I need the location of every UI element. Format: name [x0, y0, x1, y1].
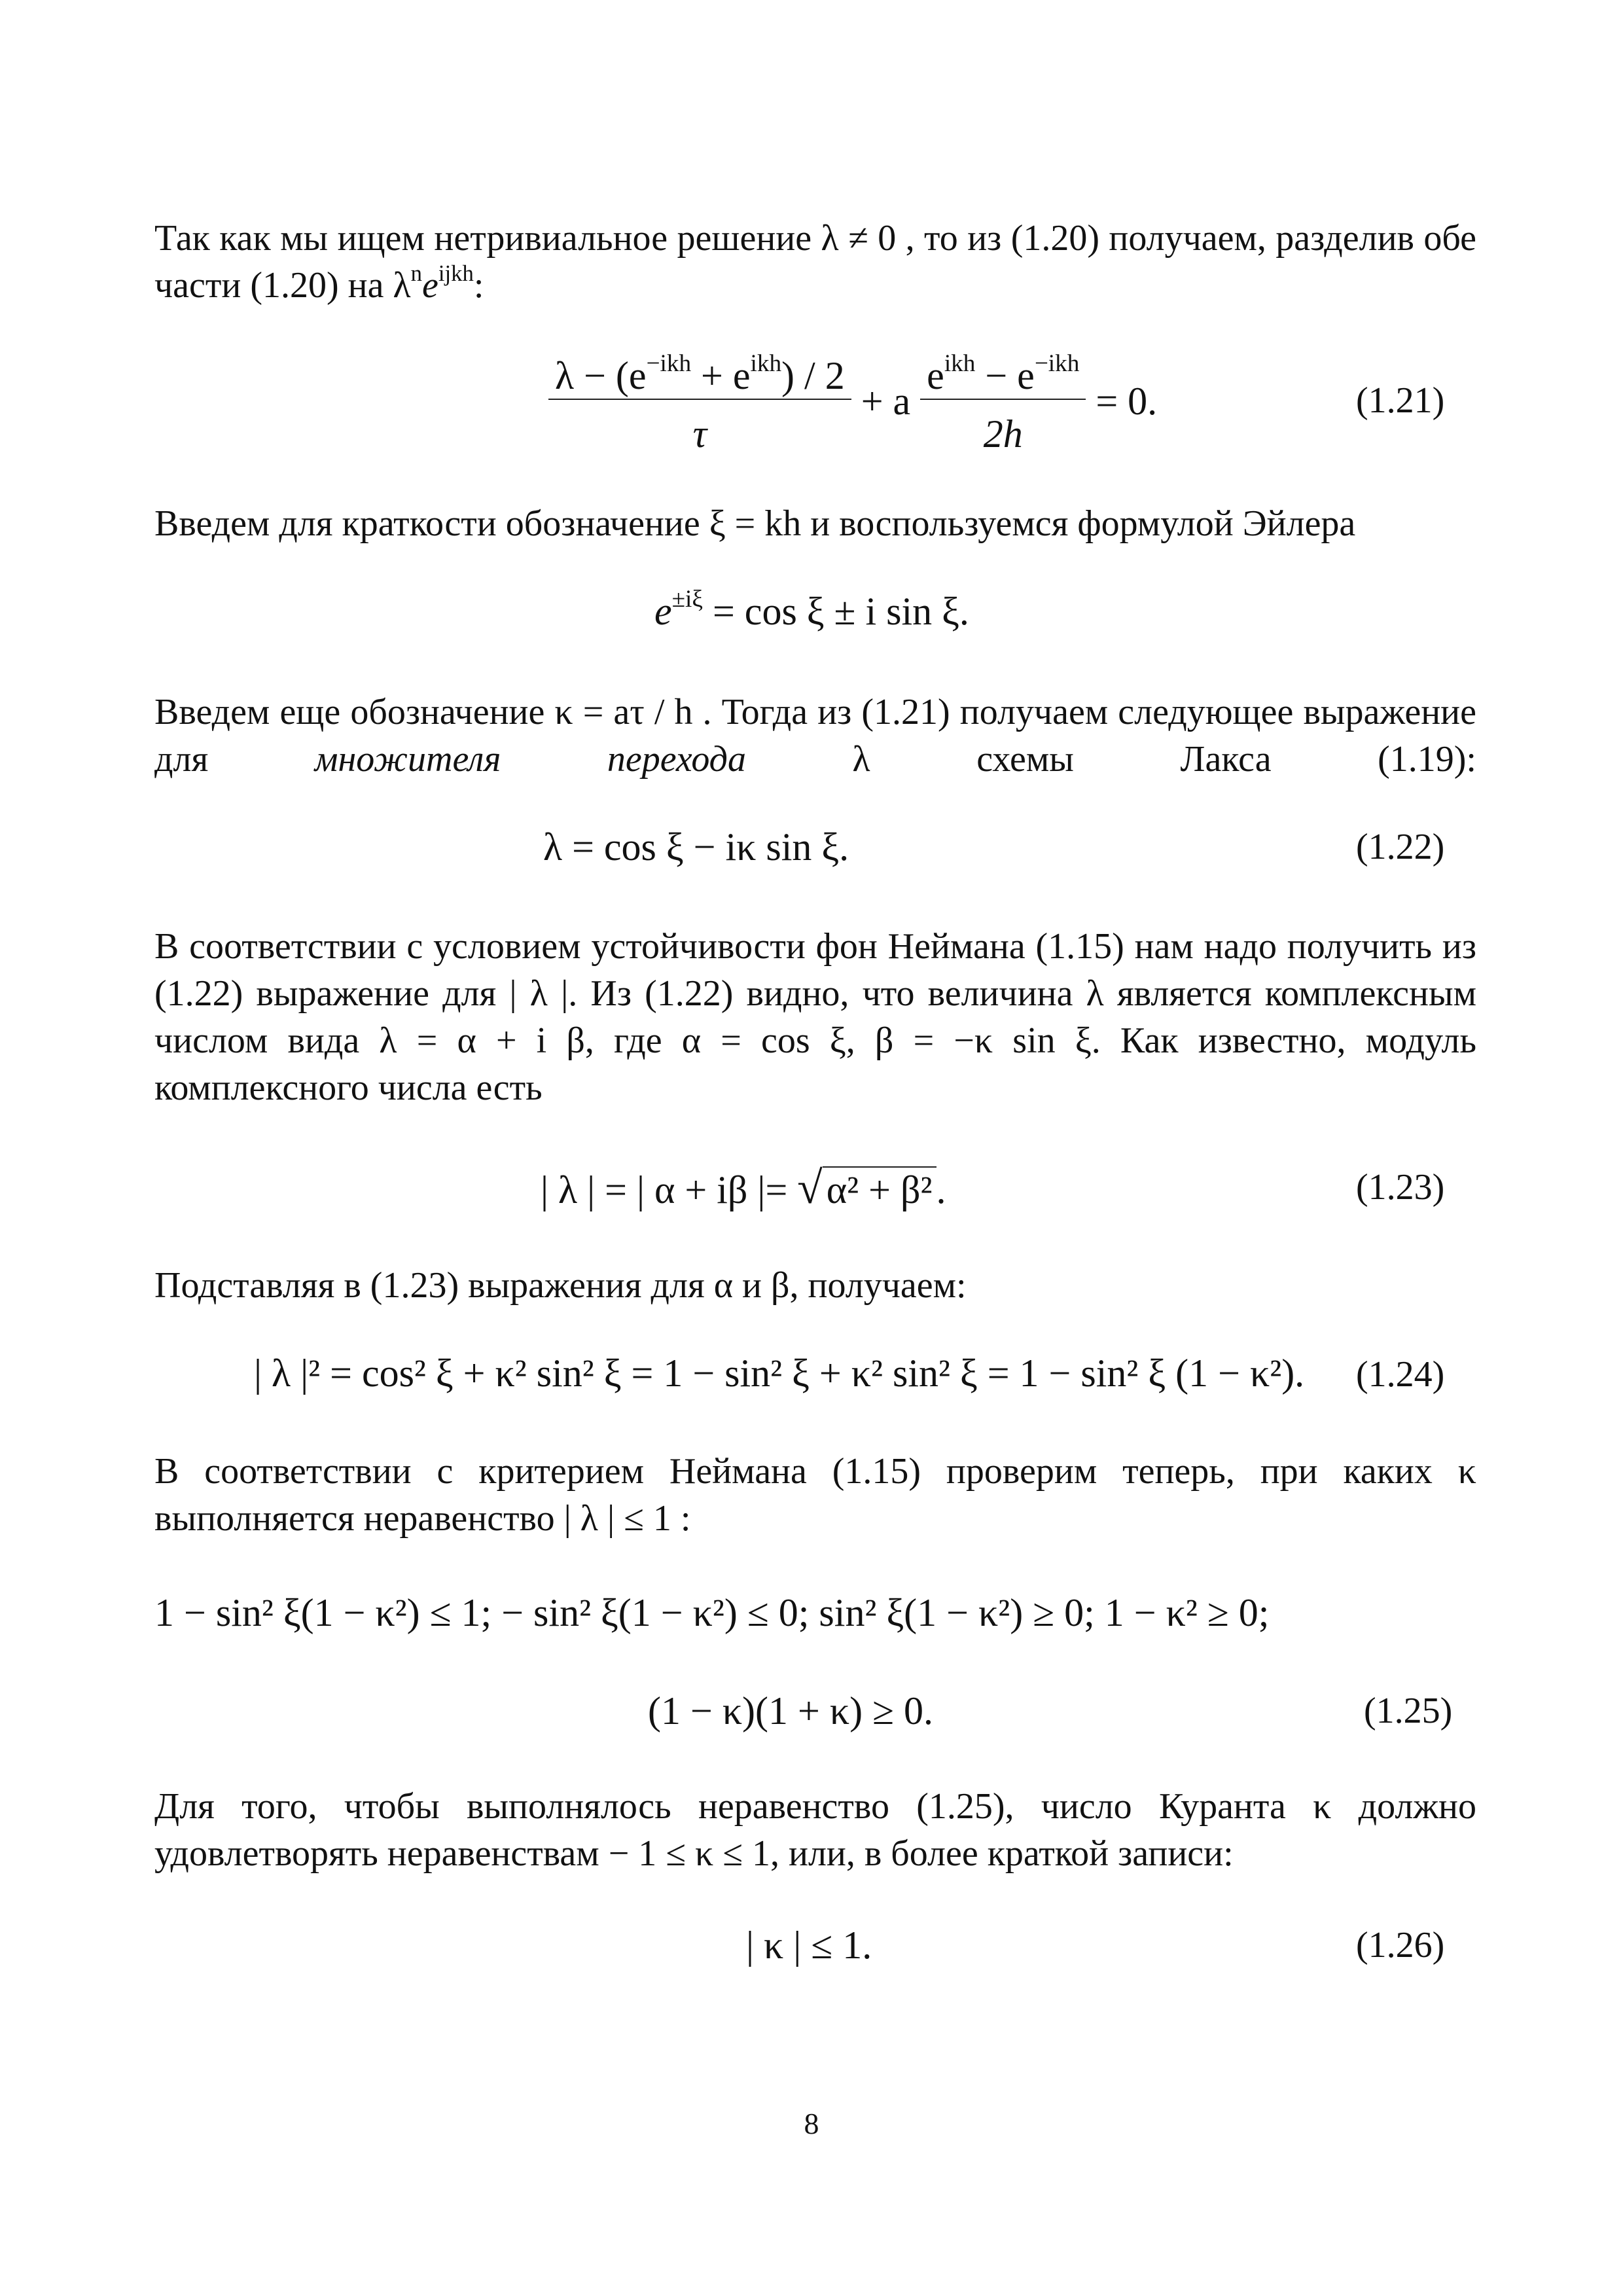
fraction-2	[920, 350, 1086, 457]
paragraph-3-text-b: λ схемы Лакса (1.19):	[745, 739, 1476, 780]
paragraph-1-text: Так как мы ищем нетривиальное решение λ ≠ 0 , то из (1.20) получаем, разделив обе части (1.20) на λ	[154, 218, 1476, 306]
eq21-numerator-part-3: ) / 2	[781, 354, 845, 397]
equation-1-21	[548, 350, 1158, 457]
inequality-chain: 1 − sin² ξ(1 − κ²) ≤ 1; − sin² ξ(1 − κ²) ≤ 0; sin² ξ(1 − κ²) ≥ 0; 1 − κ² ≥ 0;	[154, 1591, 1270, 1634]
eq21-numerator-b-part-1: e	[927, 354, 944, 397]
eq21-sup-2: ikh	[750, 350, 782, 378]
paragraph-3-emphasis: множителя перехода	[314, 739, 746, 780]
eq21-numerator-part-1: λ − (e	[555, 354, 647, 397]
eq21-sup-3: ikh	[944, 350, 976, 378]
euler-superscript: ±iξ	[671, 586, 703, 613]
equation-label-1-26: (1.26)	[1356, 1925, 1445, 1965]
eq21-numerator-b-part-2: − e	[975, 354, 1035, 397]
equation-label-1-22: (1.22)	[1356, 827, 1445, 867]
equation-label-1-24: (1.24)	[1356, 1354, 1445, 1395]
paragraph-3	[154, 689, 1476, 783]
paragraph-6: В соответствии с критерием Неймана (1.15) проверим теперь, при каких κ выполняется неравенство | λ | ≤ 1 :	[154, 1451, 1476, 1539]
eq21-denominator-1: τ	[692, 412, 707, 456]
eq21-denominator-2: 2h	[983, 412, 1023, 456]
paragraph-5: Подставляя в (1.23) выражения для α и β, получаем:	[154, 1265, 967, 1306]
eq23-lhs: | λ | = | α + iβ |=	[541, 1168, 798, 1211]
equation-label-1-23: (1.23)	[1356, 1167, 1445, 1208]
eq23-tail: .	[936, 1168, 946, 1211]
equation-1-22: λ = cos ξ − iκ sin ξ.	[543, 825, 849, 869]
paragraph-1-superscript-n: n	[410, 260, 422, 287]
euler-rest: = cos ξ ± i sin ξ.	[702, 590, 969, 633]
eq21-sup-4: −ikh	[1034, 350, 1080, 378]
equation-1-26: | κ | ≤ 1.	[746, 1924, 872, 1967]
eq21-numerator-part-2: + e	[691, 354, 751, 397]
fraction-1	[548, 350, 851, 457]
equation-1-25: (1 − κ)(1 + κ) ≥ 0.	[648, 1689, 933, 1732]
paragraph-1	[154, 215, 1476, 309]
equation-label-1-25: (1.25)	[1364, 1691, 1453, 1731]
paragraph-7: Для того, чтобы выполнялось неравенство (1.25), число Куранта κ должно удовлетворять неравенствам − 1 ≤ κ ≤ 1, или, в более краткой записи:	[154, 1786, 1476, 1874]
paragraph-1-e: e	[421, 265, 438, 306]
eq23-root: α² + β²	[823, 1166, 936, 1213]
equation-1-23	[541, 1162, 946, 1215]
paragraph-1-colon: :	[473, 265, 484, 306]
euler-e: e	[654, 590, 672, 633]
equation-1-24: | λ |² = cos² ξ + κ² sin² ξ = 1 − sin² ξ + κ² sin² ξ = 1 − sin² ξ (1 − κ²).	[254, 1352, 1305, 1395]
paragraph-3-text-a: Введем еще обозначение κ = aτ / h . Тогда из (1.21) получаем следующее выражение для	[154, 692, 1476, 780]
eq21-sup-1: −ikh	[646, 350, 692, 378]
page-number: 8	[804, 2107, 819, 2140]
eq21-tail: = 0.	[1096, 379, 1158, 423]
paragraph-4: В соответствии с условием устойчивости фон Неймана (1.15) нам надо получить из (1.22) выражение для | λ |. Из (1.22) видно, что величина λ является комплексным числом вида λ = α + i β, где α = cos ξ, β = −κ sin ξ. Как известно, модуль комплексного числа есть	[154, 926, 1476, 1108]
sqrt-sign: √	[797, 1163, 823, 1213]
eq21-plus-a: + a	[861, 379, 911, 423]
equation-label-1-21: (1.21)	[1356, 380, 1445, 421]
paragraph-1-superscript-ijkh: ijkh	[438, 260, 474, 287]
paragraph-2: Введем для краткости обозначение ξ = kh и воспользуемся формулой Эйлера	[154, 503, 1356, 544]
euler-formula	[654, 586, 969, 634]
